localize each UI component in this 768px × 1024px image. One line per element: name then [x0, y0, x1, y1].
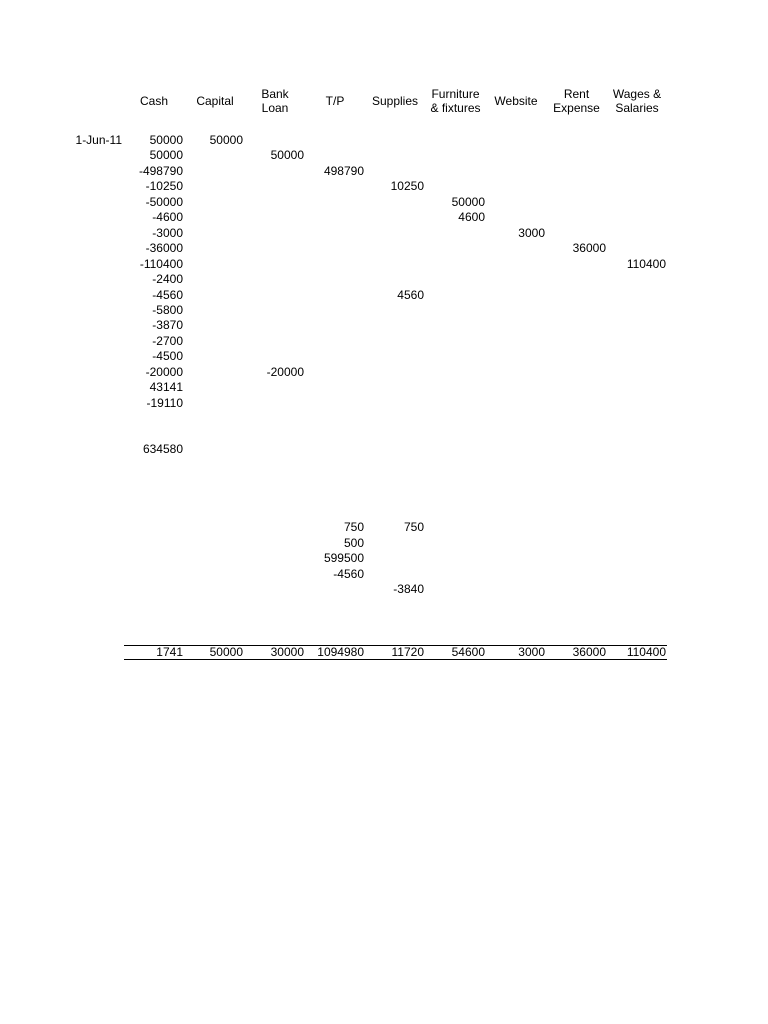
cash-entry: -2400 [152, 272, 183, 286]
tp-entry: 498790 [323, 164, 364, 178]
cash-entry: 634580 [142, 442, 183, 456]
cash-entry: -5800 [152, 303, 183, 317]
tp-entry: 750 [343, 520, 364, 534]
total-wages: 110400 [626, 645, 666, 659]
cash-entry: -20000 [145, 365, 183, 379]
cash-entry: 50000 [149, 148, 183, 162]
tp-entry: 599500 [323, 551, 364, 565]
cash-entry: -4600 [152, 210, 183, 224]
total-rent: 36000 [572, 645, 606, 659]
furniture-entry: 4600 [458, 210, 485, 224]
total-supplies: 11720 [391, 645, 424, 659]
cash-entry: -10250 [145, 179, 183, 193]
header-wages: Wages & Salaries [612, 87, 662, 115]
header-rent: Rent Expense [553, 87, 600, 115]
supplies-entry: -3840 [393, 582, 424, 596]
header-website: Website [494, 94, 538, 108]
cash-entry: -3870 [152, 318, 183, 332]
supplies-entry: 10250 [390, 179, 424, 193]
header-cash: Cash [139, 94, 168, 108]
cash-entry: -19110 [146, 396, 183, 410]
total-bank-loan: 30000 [270, 645, 304, 659]
supplies-entry: 4560 [397, 288, 424, 302]
header-tp: T/P [325, 94, 345, 108]
header-supplies: Supplies [371, 94, 419, 108]
bank-loan-entry: 50000 [270, 148, 304, 162]
total-furniture: 54600 [451, 645, 485, 659]
cash-entry: -4500 [152, 349, 183, 363]
total-capital: 50000 [209, 645, 243, 659]
cash-entry: -3000 [152, 226, 183, 240]
cash-entry: -4560 [152, 288, 183, 302]
total-website: 3000 [518, 645, 545, 659]
supplies-entry: 750 [403, 520, 424, 534]
date-cell: 1-Jun-11 [75, 133, 122, 147]
bank-loan-entry: -20000 [266, 365, 304, 379]
total-cash: 1741 [156, 645, 183, 659]
header-bank-loan: Bank Loan [261, 87, 289, 115]
total-tp: 1094980 [317, 645, 364, 659]
capital-entry: 50000 [209, 133, 243, 147]
cash-entry: -498790 [138, 164, 183, 178]
website-entry: 3000 [518, 226, 545, 240]
header-capital: Capital [196, 94, 234, 108]
cash-entry: -110400 [139, 257, 183, 271]
wages-entry: 110400 [626, 257, 666, 271]
header-furniture: Furniture & fixtures [430, 87, 481, 115]
cash-entry: -2700 [152, 334, 183, 348]
rent-entry: 36000 [572, 241, 606, 255]
cash-entry: 43141 [149, 380, 183, 394]
totals-bottom-border [124, 659, 667, 660]
cash-entry: -50000 [145, 195, 183, 209]
furniture-entry: 50000 [451, 195, 485, 209]
cash-entry: -36000 [145, 241, 183, 255]
cash-entry: 50000 [149, 133, 183, 147]
tp-entry: 500 [343, 536, 364, 550]
tp-entry: -4560 [333, 567, 364, 581]
